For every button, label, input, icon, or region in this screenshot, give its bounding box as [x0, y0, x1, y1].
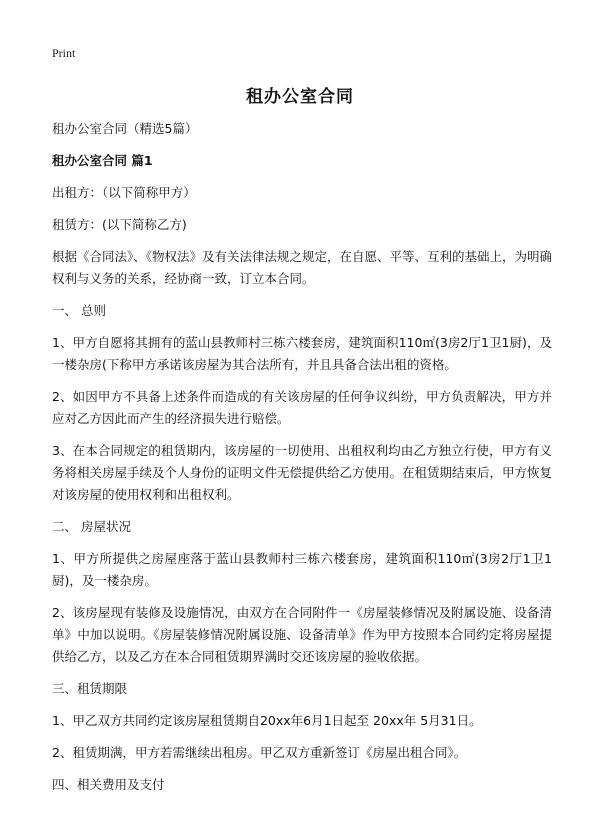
- document-body: [52, 118, 552, 796]
- lessee-line: 租赁方：(以下简称乙方): [52, 217, 187, 232]
- clause-paragraph: 1、甲方所提供之房屋座落于蓝山县教师村三栋六楼套房，建筑面积110㎡(3房2厅1卫1厨)，及一楼杂房。: [52, 551, 552, 588]
- clause-paragraph: 2、该房屋现有装修及设施情况，由双方在合同附件一《房屋装修情况及附属设施、设备清单》中加以说明。《房屋装修情况附属设施、设备清单》作为甲方按照本合同约定将房屋提供给乙方，以及乙方在本合同租赁期界满时交还该房屋的验收依据。: [52, 605, 552, 664]
- section-heading-general: 一、 总则: [52, 303, 106, 318]
- section-heading-article-1: 租办公室合同 篇1: [52, 153, 153, 168]
- clause-paragraph: 3、在本合同规定的租赁期内，该房屋的一切使用、出租权利均由乙方独立行使，甲方有义务将相关房屋手续及个人身份的证明文件无偿提供给乙方使用。在租赁期结束后，甲方恢复对该房屋的使用权利和出租权利。: [52, 443, 553, 502]
- clause-paragraph: 1、甲乙双方共同约定该房屋租赁期自20xx年6月1日起至 20xx年 5月31日。: [52, 713, 482, 728]
- section-heading-term: 三、租赁期限: [52, 681, 128, 696]
- clause-paragraph: 2、如因甲方不具备上述条件而造成的有关该房屋的任何争议纠纷，甲方负责解决，甲方并应对乙方因此而产生的经济损失进行赔偿。: [52, 389, 552, 426]
- clause-paragraph: 1、甲方自愿将其拥有的蓝山县教师村三栋六楼套房，建筑面积110㎡(3房2厅1卫1厨)，及一楼杂房(下称甲方承诺该房屋为其合法所有，并且具备合法出租的资格。: [52, 335, 552, 372]
- subtitle: 租办公室合同（精选5篇）: [52, 121, 198, 136]
- document-title: 租办公室合同: [246, 87, 354, 107]
- print-link[interactable]: Print: [52, 46, 76, 60]
- section-heading-property: 二、 房屋状况: [52, 519, 131, 534]
- clause-paragraph: 2、租赁期满，甲方若需继续出租房。甲乙双方重新签订《房屋出租合同》。: [52, 745, 467, 760]
- section-heading-fees: 四、相关费用及支付: [52, 777, 165, 792]
- preamble-paragraph: 根据《合同法》、《物权法》及有关法律法规之规定，在自愿、平等、互利的基础上，为明确权利与义务的关系，经协商一致，订立本合同。: [52, 249, 553, 286]
- lessor-line: 出租方：（以下简称甲方）: [52, 185, 196, 200]
